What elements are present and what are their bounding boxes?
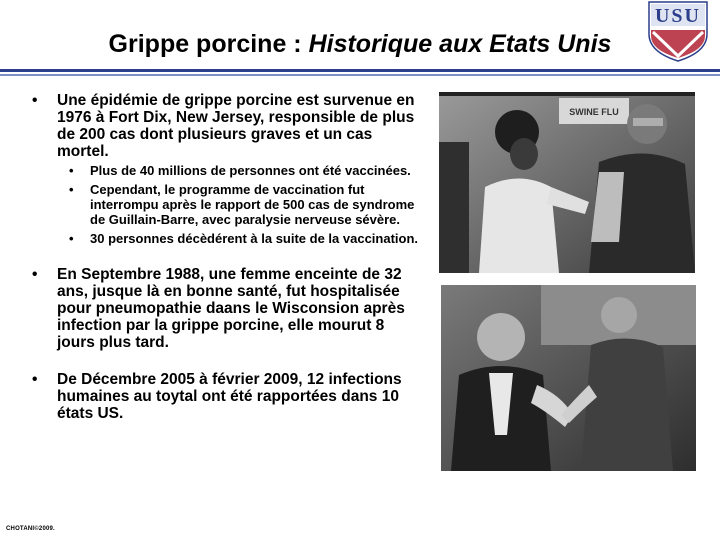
usu-logo: [643, 0, 713, 62]
slide-title: [0, 30, 720, 59]
bullet-item: • De Décembre 2005 à février 2009, 12 infections humaines au toytal ont été rapportées dans 10 états US.: [30, 371, 422, 422]
sub-bullet-item: • Plus de 40 millions de personnes ont été vaccinées.: [57, 163, 422, 178]
title-italic: Historique aux Etats Unis: [308, 30, 612, 58]
photo-vaccination-1976: [439, 92, 695, 273]
bullet-item: [30, 92, 422, 246]
logo-text: USU: [654, 5, 702, 27]
title-plain: Grippe porcine :: [108, 30, 309, 58]
title-rule-dark: [0, 69, 720, 72]
sub-bullet-list: [57, 163, 422, 246]
sub-bullet-item: • Cependant, le programme de vaccination fut interrompu après le rapport de 500 cas de syndrome de Guillain-Barre, avec paralysie nerveuse sévère.: [57, 182, 422, 227]
photo-vaccination-president: [441, 285, 696, 471]
footer-copyright: CHOTANI©2009.: [6, 526, 55, 532]
sub-bullet-item: • 30 personnes décèdérent à la suite de la vaccination.: [57, 231, 422, 246]
photo1-sign: SWINE FLU: [569, 107, 619, 117]
title-rule-light: [0, 74, 720, 76]
bullet-item: • En Septembre 1988, une femme enceinte de 32 ans, jusque là en bonne santé, fut hospitalisée pour pneumopathie daans le Wisconsion après infection par la grippe porcine, elle mourut 8 jours plus tard.: [30, 266, 422, 351]
bullet-list: [30, 92, 422, 422]
bullet-text: Une épidémie de grippe porcine est survenue en 1976 à Fort Dix, New Jersey, responsible de plus de 200 cas dont plusieurs graves et un cas mortel.: [57, 92, 415, 160]
